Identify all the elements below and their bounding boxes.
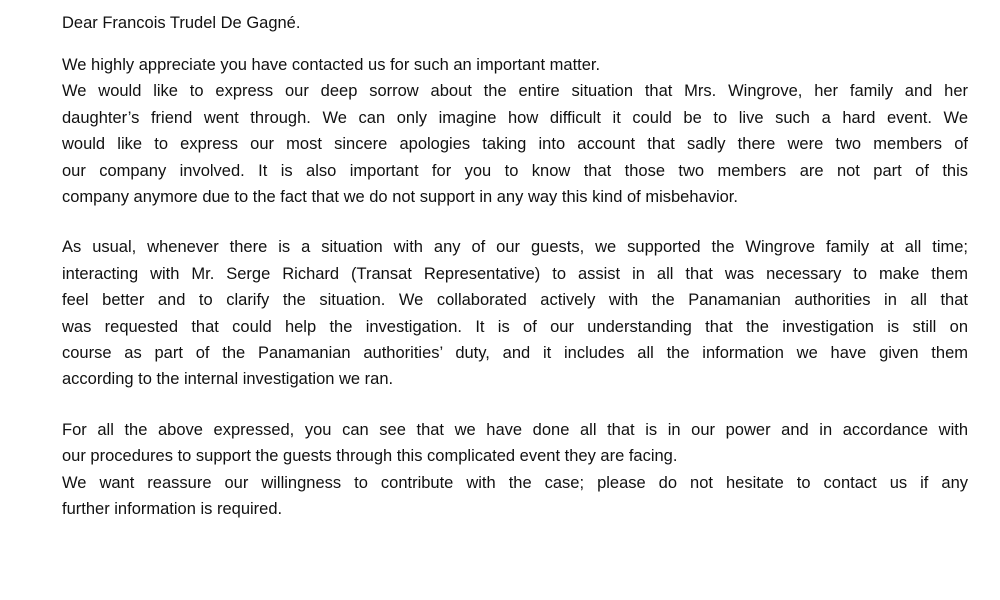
text-line: For all the above expressed, you can see that we have done all that is in our power and in accordance with (62, 420, 968, 439)
letter-body (62, 10, 968, 547)
text-line: interacting with Mr. Serge Richard (Transat Representative) to assist in all that was necessary to make them (62, 264, 968, 283)
text-line: As usual, whenever there is a situation with any of our guests, we supported the Wingrove family at all time; (62, 238, 968, 257)
text-line: We highly appreciate you have contacted us for such an important matter. (62, 56, 601, 74)
text-line: We would like to express our deep sorrow about the entire situation that Mrs. Wingrove, her family and her (62, 82, 968, 101)
paragraph-3 (62, 417, 968, 523)
letter-paragraphs (62, 52, 968, 523)
salutation: Dear Francois Trudel De Gagné. (62, 14, 301, 32)
text-line: would like to express our most sincere apologies taking into account that sadly there were two members of (62, 135, 968, 154)
text-line: according to the internal investigation we ran. (62, 370, 394, 389)
text-line: company anymore due to the fact that we do not support in any way this kind of misbehavior. (62, 188, 738, 207)
paragraph-1 (62, 52, 968, 210)
text-line: daughter’s friend went through. We can only imagine how difficult it could be to live such a hard event. We (62, 108, 968, 127)
text-line: further information is required. (62, 500, 283, 519)
text-line: course as part of the Panamanian authorities’ duty, and it includes all the information we have given them (62, 344, 968, 363)
text-line: our procedures to support the guests through this complicated event they are facing. (62, 447, 678, 466)
text-line: We want reassure our willingness to contribute with the case; please do not hesitate to contact us if any (62, 473, 968, 492)
text-line: feel better and to clarify the situation. We collaborated actively with the Panamanian authorities in all that (62, 291, 968, 310)
text-line: our company involved. It is also important for you to know that those two members are not part of this (62, 161, 968, 180)
text-line: was requested that could help the investigation. It is of our understanding that the investigation is still on (62, 317, 968, 336)
paragraph-2 (62, 234, 968, 392)
